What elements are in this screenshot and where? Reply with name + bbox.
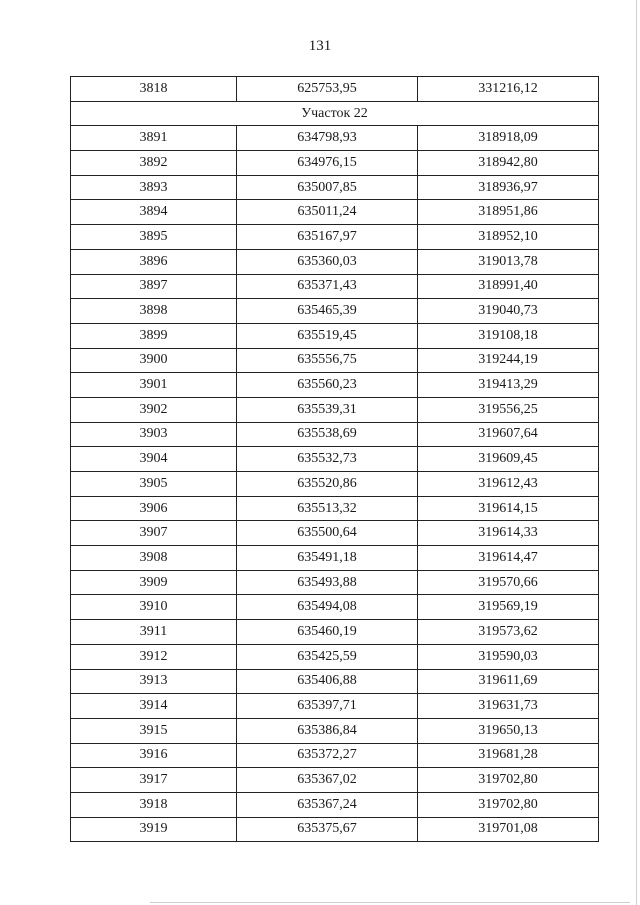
y-coordinate-cell: 319650,13	[418, 718, 599, 743]
y-coordinate-cell: 319702,80	[418, 792, 599, 817]
y-coordinate-cell: 319631,73	[418, 694, 599, 719]
x-coordinate-cell: 635425,59	[237, 644, 418, 669]
y-coordinate-cell: 331216,12	[418, 77, 599, 102]
table-row	[71, 792, 599, 817]
coordinates-table	[70, 76, 599, 842]
table-row	[71, 200, 599, 225]
table-row	[71, 694, 599, 719]
point-number-cell: 3904	[71, 447, 237, 472]
x-coordinate-cell: 635406,88	[237, 669, 418, 694]
point-number-cell: 3899	[71, 323, 237, 348]
point-number-cell: 3894	[71, 200, 237, 225]
point-number-cell: 3906	[71, 496, 237, 521]
y-coordinate-cell: 319590,03	[418, 644, 599, 669]
point-number-cell: 3911	[71, 620, 237, 645]
y-coordinate-cell: 319573,62	[418, 620, 599, 645]
table-row	[71, 521, 599, 546]
scan-bottom-line	[150, 902, 630, 903]
point-number-cell: 3892	[71, 151, 237, 176]
table-row	[71, 817, 599, 842]
point-number-cell: 3901	[71, 373, 237, 398]
point-number-cell: 3909	[71, 570, 237, 595]
table-row	[71, 299, 599, 324]
table-row	[71, 126, 599, 151]
y-coordinate-cell: 319611,69	[418, 669, 599, 694]
y-coordinate-cell: 319612,43	[418, 472, 599, 497]
x-coordinate-cell: 635372,27	[237, 743, 418, 768]
table-row	[71, 175, 599, 200]
point-number-cell: 3895	[71, 225, 237, 250]
table-row	[71, 718, 599, 743]
section-header-row	[71, 101, 599, 126]
y-coordinate-cell: 319609,45	[418, 447, 599, 472]
x-coordinate-cell: 635494,08	[237, 595, 418, 620]
table-row	[71, 768, 599, 793]
y-coordinate-cell: 319614,33	[418, 521, 599, 546]
table-row	[71, 151, 599, 176]
y-coordinate-cell: 318951,86	[418, 200, 599, 225]
y-coordinate-cell: 319244,19	[418, 348, 599, 373]
y-coordinate-cell: 319570,66	[418, 570, 599, 595]
x-coordinate-cell: 635538,69	[237, 422, 418, 447]
table-row	[71, 620, 599, 645]
x-coordinate-cell: 635386,84	[237, 718, 418, 743]
point-number-cell: 3907	[71, 521, 237, 546]
x-coordinate-cell: 635011,24	[237, 200, 418, 225]
table-row	[71, 274, 599, 299]
y-coordinate-cell: 319607,64	[418, 422, 599, 447]
point-number-cell: 3915	[71, 718, 237, 743]
y-coordinate-cell: 319681,28	[418, 743, 599, 768]
point-number-cell: 3818	[71, 77, 237, 102]
point-number-cell: 3891	[71, 126, 237, 151]
point-number-cell: 3897	[71, 274, 237, 299]
point-number-cell: 3908	[71, 546, 237, 571]
table-row	[71, 472, 599, 497]
section-title: Участок 22	[71, 101, 599, 126]
x-coordinate-cell: 635371,43	[237, 274, 418, 299]
x-coordinate-cell: 635007,85	[237, 175, 418, 200]
table-row	[71, 595, 599, 620]
table-row	[71, 249, 599, 274]
table-row	[71, 77, 599, 102]
y-coordinate-cell: 319702,80	[418, 768, 599, 793]
y-coordinate-cell: 318991,40	[418, 274, 599, 299]
table-row	[71, 644, 599, 669]
x-coordinate-cell: 635397,71	[237, 694, 418, 719]
x-coordinate-cell: 635360,03	[237, 249, 418, 274]
point-number-cell: 3898	[71, 299, 237, 324]
x-coordinate-cell: 635167,97	[237, 225, 418, 250]
coordinates-table-body	[71, 77, 599, 842]
y-coordinate-cell: 319013,78	[418, 249, 599, 274]
y-coordinate-cell: 318942,80	[418, 151, 599, 176]
y-coordinate-cell: 319040,73	[418, 299, 599, 324]
x-coordinate-cell: 635520,86	[237, 472, 418, 497]
x-coordinate-cell: 635491,18	[237, 546, 418, 571]
point-number-cell: 3905	[71, 472, 237, 497]
x-coordinate-cell: 634798,93	[237, 126, 418, 151]
x-coordinate-cell: 635556,75	[237, 348, 418, 373]
table-row	[71, 447, 599, 472]
point-number-cell: 3913	[71, 669, 237, 694]
table-row	[71, 669, 599, 694]
table-row	[71, 496, 599, 521]
point-number-cell: 3893	[71, 175, 237, 200]
y-coordinate-cell: 319413,29	[418, 373, 599, 398]
x-coordinate-cell: 635375,67	[237, 817, 418, 842]
point-number-cell: 3916	[71, 743, 237, 768]
y-coordinate-cell: 319569,19	[418, 595, 599, 620]
point-number-cell: 3917	[71, 768, 237, 793]
table-row	[71, 225, 599, 250]
table-row	[71, 348, 599, 373]
point-number-cell: 3912	[71, 644, 237, 669]
y-coordinate-cell: 318952,10	[418, 225, 599, 250]
x-coordinate-cell: 635500,64	[237, 521, 418, 546]
table-row	[71, 743, 599, 768]
scan-edge-line	[636, 0, 637, 905]
y-coordinate-cell: 318936,97	[418, 175, 599, 200]
table-row	[71, 422, 599, 447]
table-row	[71, 546, 599, 571]
x-coordinate-cell: 635465,39	[237, 299, 418, 324]
point-number-cell: 3902	[71, 397, 237, 422]
y-coordinate-cell: 318918,09	[418, 126, 599, 151]
point-number-cell: 3896	[71, 249, 237, 274]
x-coordinate-cell: 634976,15	[237, 151, 418, 176]
y-coordinate-cell: 319614,15	[418, 496, 599, 521]
point-number-cell: 3919	[71, 817, 237, 842]
page-number: 131	[308, 38, 332, 54]
x-coordinate-cell: 635460,19	[237, 620, 418, 645]
y-coordinate-cell: 319108,18	[418, 323, 599, 348]
x-coordinate-cell: 635519,45	[237, 323, 418, 348]
x-coordinate-cell: 635513,32	[237, 496, 418, 521]
table-row	[71, 323, 599, 348]
point-number-cell: 3900	[71, 348, 237, 373]
x-coordinate-cell: 625753,95	[237, 77, 418, 102]
table-row	[71, 570, 599, 595]
table-row	[71, 397, 599, 422]
point-number-cell: 3903	[71, 422, 237, 447]
point-number-cell: 3914	[71, 694, 237, 719]
x-coordinate-cell: 635560,23	[237, 373, 418, 398]
y-coordinate-cell: 319614,47	[418, 546, 599, 571]
x-coordinate-cell: 635493,88	[237, 570, 418, 595]
x-coordinate-cell: 635367,02	[237, 768, 418, 793]
x-coordinate-cell: 635532,73	[237, 447, 418, 472]
y-coordinate-cell: 319556,25	[418, 397, 599, 422]
point-number-cell: 3918	[71, 792, 237, 817]
point-number-cell: 3910	[71, 595, 237, 620]
y-coordinate-cell: 319701,08	[418, 817, 599, 842]
table-row	[71, 373, 599, 398]
x-coordinate-cell: 635367,24	[237, 792, 418, 817]
x-coordinate-cell: 635539,31	[237, 397, 418, 422]
